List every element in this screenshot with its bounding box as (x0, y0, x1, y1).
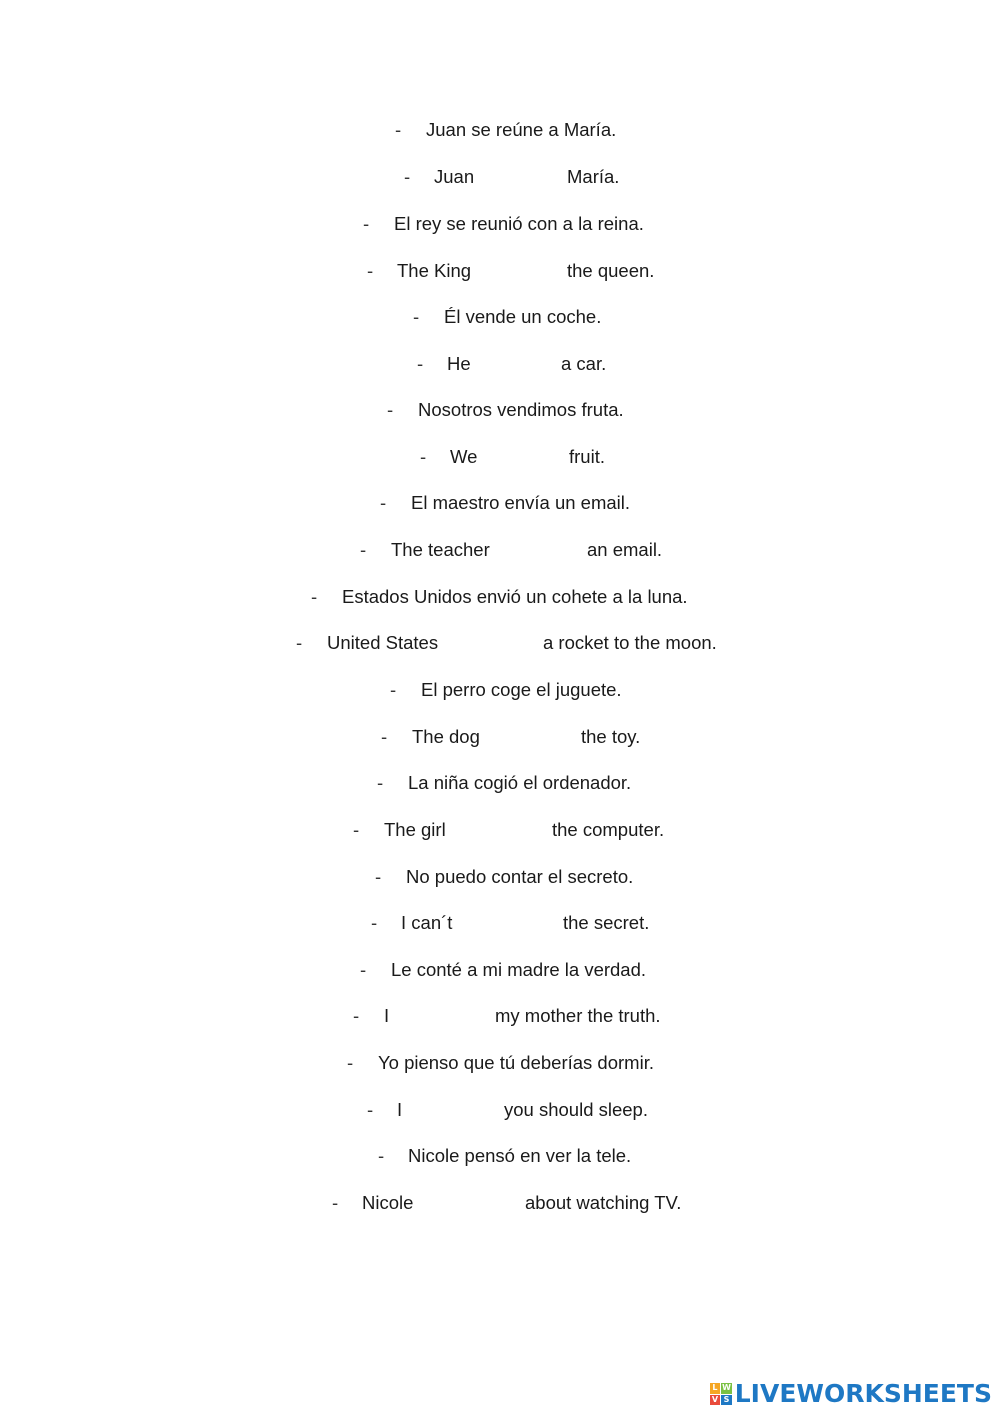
english-before-text: I (397, 1099, 403, 1120)
english-sentence (0, 628, 1000, 658)
bullet-dash: - (311, 586, 318, 607)
bullet-dash: - (347, 1052, 354, 1073)
logo-text: LIVEWORKSHEETS (734, 1379, 992, 1408)
english-after-text: the toy. (581, 726, 641, 747)
spanish-sentence (0, 395, 1000, 425)
english-after-text: the secret. (563, 912, 650, 933)
bullet-dash: - (420, 446, 427, 467)
english-before-text: Juan (434, 166, 475, 187)
spanish-text: La niña cogió el ordenador. (408, 772, 632, 793)
bullet-dash: - (395, 119, 402, 140)
english-sentence (0, 1188, 1000, 1218)
logo-mark-letter: L (710, 1383, 721, 1394)
spanish-sentence (0, 1048, 1000, 1078)
answer-input[interactable] (396, 1005, 490, 1027)
english-sentence (0, 256, 1000, 286)
english-before-text: Nicole (362, 1192, 414, 1213)
spanish-sentence (0, 955, 1000, 985)
english-after-text: María. (567, 166, 620, 187)
answer-input[interactable] (492, 726, 576, 748)
bullet-dash: - (332, 1192, 339, 1213)
bullet-dash: - (363, 213, 370, 234)
bullet-dash: - (375, 866, 382, 887)
bullet-dash: - (367, 1099, 374, 1120)
answer-input[interactable] (484, 166, 562, 188)
english-sentence (0, 722, 1000, 752)
spanish-sentence (0, 582, 1000, 612)
logo-mark-icon (710, 1383, 732, 1405)
spanish-text: Juan se reúne a María. (426, 119, 617, 140)
english-after-text: about watching TV. (525, 1192, 682, 1213)
english-after-text: a car. (561, 353, 607, 374)
answer-input[interactable] (464, 912, 558, 934)
spanish-sentence (0, 1141, 1000, 1171)
spanish-text: El perro coge el juguete. (421, 679, 622, 700)
answer-input[interactable] (486, 446, 564, 468)
bullet-dash: - (413, 306, 420, 327)
spanish-text: Nosotros vendimos fruta. (418, 399, 624, 420)
bullet-dash: - (404, 166, 411, 187)
spanish-text: Le conté a mi madre la verdad. (391, 959, 647, 980)
spanish-text: Estados Unidos envió un cohete a la luna. (342, 586, 688, 607)
bullet-dash: - (371, 912, 378, 933)
bullet-dash: - (353, 819, 360, 840)
bullet-dash: - (417, 353, 424, 374)
logo-mark-letter: V (710, 1395, 721, 1406)
bullet-dash: - (367, 260, 374, 281)
bullet-dash: - (390, 679, 397, 700)
english-before-text: United States (327, 632, 439, 653)
spanish-text: No puedo contar el secreto. (406, 866, 634, 887)
bullet-dash: - (296, 632, 303, 653)
spanish-text: Él vende un coche. (444, 306, 602, 327)
spanish-sentence (0, 768, 1000, 798)
answer-input[interactable] (502, 539, 582, 561)
english-before-text: The King (397, 260, 472, 281)
answer-input[interactable] (456, 819, 546, 841)
logo-mark-letter: S (721, 1395, 732, 1406)
english-sentence (0, 535, 1000, 565)
bullet-dash: - (381, 726, 388, 747)
answer-input[interactable] (452, 632, 538, 654)
english-sentence (0, 1001, 1000, 1031)
english-sentence (0, 908, 1000, 938)
english-after-text: the queen. (567, 260, 655, 281)
spanish-text: Nicole pensó en ver la tele. (408, 1145, 632, 1166)
answer-input[interactable] (425, 1192, 519, 1214)
english-after-text: fruit. (569, 446, 605, 467)
english-sentence (0, 442, 1000, 472)
spanish-sentence (0, 209, 1000, 239)
english-sentence (0, 815, 1000, 845)
answer-input[interactable] (478, 353, 556, 375)
english-sentence (0, 1095, 1000, 1125)
english-after-text: the computer. (552, 819, 665, 840)
answer-input[interactable] (482, 260, 562, 282)
english-before-text: The girl (384, 819, 446, 840)
bullet-dash: - (387, 399, 394, 420)
bullet-dash: - (380, 492, 387, 513)
english-after-text: a rocket to the moon. (543, 632, 717, 653)
english-after-text: my mother the truth. (495, 1005, 661, 1026)
spanish-text: Yo pienso que tú deberías dormir. (378, 1052, 654, 1073)
spanish-text: El rey se reunió con a la reina. (394, 213, 644, 234)
bullet-dash: - (360, 959, 367, 980)
spanish-sentence (0, 302, 1000, 332)
english-after-text: you should sleep. (504, 1099, 648, 1120)
english-sentence (0, 162, 1000, 192)
spanish-sentence (0, 488, 1000, 518)
spanish-sentence (0, 115, 1000, 145)
english-before-text: The teacher (391, 539, 490, 560)
answer-input[interactable] (410, 1099, 498, 1121)
bullet-dash: - (378, 1145, 385, 1166)
english-after-text: an email. (587, 539, 663, 560)
spanish-text: El maestro envía un email. (411, 492, 631, 513)
english-before-text: I can´t (401, 912, 453, 933)
english-before-text: I (384, 1005, 390, 1026)
bullet-dash: - (360, 539, 367, 560)
english-before-text: He (447, 353, 471, 374)
bullet-dash: - (353, 1005, 360, 1026)
spanish-sentence (0, 675, 1000, 705)
spanish-sentence (0, 862, 1000, 892)
english-sentence (0, 349, 1000, 379)
bullet-dash: - (377, 772, 384, 793)
liveworksheets-logo (710, 1381, 992, 1407)
english-before-text: We (450, 446, 478, 467)
logo-mark-letter: W (722, 1383, 731, 1392)
english-before-text: The dog (412, 726, 480, 747)
